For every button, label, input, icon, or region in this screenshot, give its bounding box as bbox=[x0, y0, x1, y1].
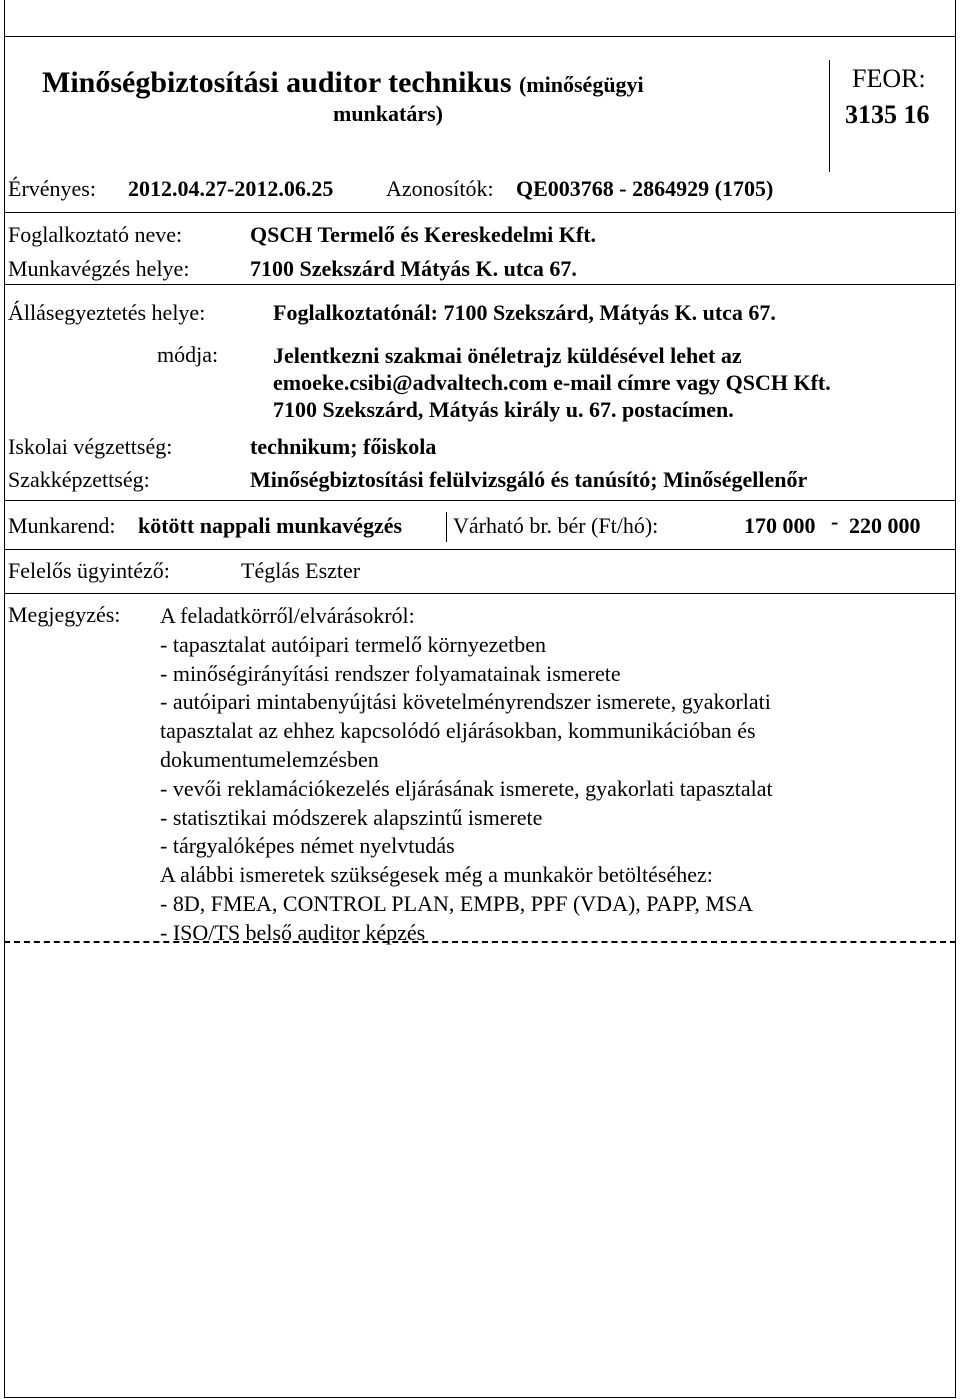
salary-min: 170 000 bbox=[744, 513, 816, 538]
feor-label: FEOR: bbox=[852, 64, 926, 93]
work-place: 7100 Szekszárd Mátyás K. utca 67. bbox=[250, 256, 577, 281]
notes-line: - tapasztalat autóipari termelő környezetben bbox=[160, 631, 547, 657]
notes-dashed-rule bbox=[4, 941, 956, 943]
job-title-paren: (minőségügyi bbox=[519, 72, 644, 97]
interview-method-line: emoeke.csibi@advaltech.com e-mail címre vagy QSCH Kft. bbox=[273, 370, 831, 395]
notes-line: A alábbi ismeretek szükségesek még a munkakör betöltéséhez: bbox=[160, 862, 713, 888]
qualification-label: Szakképzettség: bbox=[8, 467, 150, 492]
schedule-value: kötött nappali munkavégzés bbox=[138, 513, 403, 538]
notes-line: - tárgyalóképes német nyelvtudás bbox=[160, 833, 455, 859]
interview-method-line: 7100 Szekszárd, Mátyás király u. 67. postacímen. bbox=[273, 397, 734, 422]
employer-name: QSCH Termelő és Kereskedelmi Kft. bbox=[250, 222, 597, 247]
notes-line: - 8D, FMEA, CONTROL PLAN, EMPB, PPF (VDA), PAPP, MSA bbox=[160, 890, 754, 916]
validity-dates: 2012.04.27-2012.06.25 bbox=[128, 176, 334, 201]
job-title bbox=[42, 66, 644, 100]
notes-line: tapasztalat az ehhez kapcsolódó eljárásokban, kommunikációban és bbox=[160, 718, 756, 744]
header-top-rule bbox=[4, 36, 956, 37]
notes-line: - minőségirányítási rendszer folyamatainak ismerete bbox=[160, 660, 621, 686]
notes-line: - ISO/TS belső auditor képzés bbox=[160, 919, 426, 945]
qualification-value: Minőségbiztosítási felülvizsgáló és tanúsító; Minőségellenőr bbox=[250, 467, 808, 492]
employer-rule bbox=[4, 284, 956, 285]
notes-line: dokumentumelemzésben bbox=[160, 746, 379, 772]
notes-label: Megjegyzés: bbox=[8, 602, 121, 627]
interview-place: Foglalkoztatónál: 7100 Szekszárd, Mátyás K. utca 67. bbox=[273, 300, 776, 325]
notes-line: A feladatkörről/elvárásokról: bbox=[160, 603, 415, 628]
notes-line: - statisztikai módszerek alapszintű ismerete bbox=[160, 804, 543, 830]
interview-method-line: Jelentkezni szakmai önéletrajz küldésével lehet az bbox=[273, 343, 742, 368]
job-title-main: Minőségbiztosítási auditor technikus bbox=[42, 66, 512, 99]
id-value: QE003768 - 2864929 (1705) bbox=[516, 176, 774, 201]
school-value: technikum; főiskola bbox=[250, 434, 437, 459]
notes-body bbox=[160, 602, 773, 948]
salary-label: Várható br. bér (Ft/hó): bbox=[453, 513, 659, 538]
schedule-label: Munkarend: bbox=[8, 513, 116, 538]
interview-place-label: Állásegyeztetés helye: bbox=[8, 300, 206, 325]
interview-method-label: módja: bbox=[157, 342, 219, 367]
validity-label: Érvényes: bbox=[8, 176, 96, 201]
work-place-label: Munkavégzés helye: bbox=[8, 256, 190, 281]
contact-rule bbox=[4, 593, 956, 594]
feor-divider bbox=[829, 60, 830, 172]
contact-label: Felelős ügyintéző: bbox=[8, 558, 170, 583]
notes-line: - vevői reklamációkezelés eljárásának ismerete, gyakorlati tapasztalat bbox=[160, 775, 773, 801]
validity-rule bbox=[4, 212, 956, 213]
job-title-line2: munkatárs) bbox=[333, 101, 444, 126]
education-rule bbox=[4, 500, 956, 501]
feor-code: 3135 16 bbox=[845, 100, 930, 129]
id-label: Azonosítók: bbox=[386, 176, 494, 201]
contact-name: Téglás Eszter bbox=[241, 558, 361, 583]
work-rule bbox=[4, 549, 956, 550]
school-label: Iskolai végzettség: bbox=[8, 434, 173, 459]
interview-method bbox=[273, 342, 831, 423]
salary-separator: - bbox=[831, 509, 839, 534]
employer-name-label: Foglalkoztató neve: bbox=[8, 222, 183, 247]
salary-divider bbox=[446, 512, 447, 542]
salary-max: 220 000 bbox=[849, 513, 921, 538]
notes-line: - autóipari mintabenyújtási követelményrendszer ismerete, gyakorlati bbox=[160, 689, 771, 715]
